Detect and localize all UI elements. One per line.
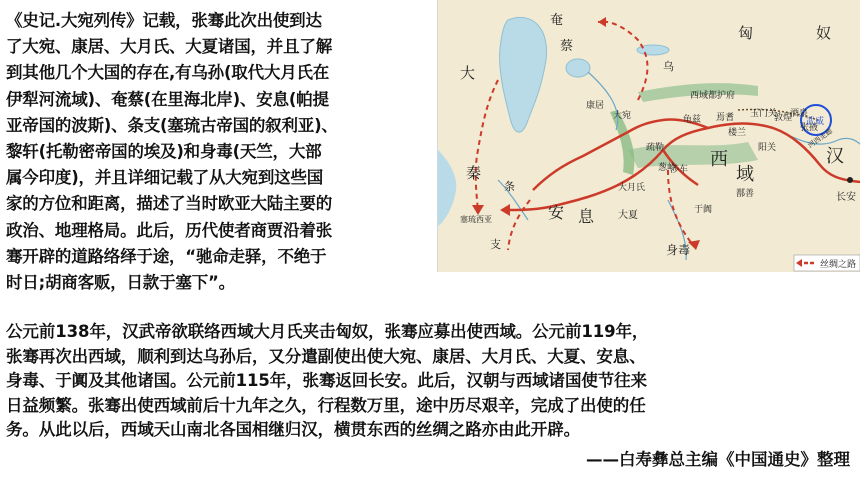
label-yumen: 玉门关 (750, 108, 778, 118)
intro-line: 时日;胡商客贩，日款于塞下”。 (6, 273, 235, 293)
legend-label: 丝绸之路 (820, 259, 857, 269)
label-yanqi: 焉耆 (716, 112, 735, 122)
label-shule: 疏勒 (646, 142, 665, 152)
body-line: 身毒、于阗及其他诸国。公元前115年，张骞返回长安。此后，汉朝与西域诸国使节往来 (6, 371, 647, 390)
label-xiongnu-1: 匈 (738, 25, 754, 42)
label-shendu: 身毒 (666, 243, 691, 257)
label-shanshan: 鄯善 (736, 188, 755, 198)
body-line: 日益频繁。张骞出使西域前后十九年之久，行程数万里，途中历尽艰辛，完成了出使的任 (6, 395, 646, 415)
label-yutian: 于阗 (694, 204, 713, 214)
label-congling: 葱岭 (658, 162, 677, 172)
label-da: 大 (460, 65, 476, 82)
label-kangju: 康居 (586, 100, 605, 110)
label-yangguan: 阳关 (758, 142, 777, 152)
label-shache: 莎车 (670, 164, 689, 174)
label-anxi-1: 安 (548, 205, 565, 222)
aral-sea (566, 59, 590, 77)
intro-line: 骞开辟的道路络绎于途，“驰命走驿，不绝于 (6, 246, 327, 266)
label-dayuan: 大宛 (613, 110, 632, 120)
label-xiyu-duhu: 西域都护府 (690, 90, 736, 100)
intro-line: 属今印度)，并且详细记载了从大宛到这些国 (6, 168, 324, 188)
label-xiongnu-2: 奴 (816, 25, 832, 42)
label-dunhuang: 敦煌 (774, 112, 793, 122)
label-tiao: 条 (504, 181, 515, 193)
map-legend (794, 255, 860, 271)
intro-line: 《史记.大宛列传》记载，张骞此次出使到达 (6, 11, 322, 30)
intro-line: 了大宛、康居、大月氏、大夏诸国，并且了解 (6, 37, 333, 57)
label-wusun: 乌 (663, 61, 674, 73)
label-changan: 长安 (836, 192, 856, 203)
label-sailuxiya: 塞琉西亚 (460, 215, 492, 224)
label-xi: 西 (710, 149, 728, 169)
body-line: 务。从此以后，西域天山南北各国相继归汉，横贯东西的丝绸之路亦由此开辟。 (6, 420, 581, 439)
intro-line: 政治、地理格局。此后，历代使者商贾沿着张 (6, 220, 333, 240)
source-citation: ——白寿彝总主编《中国通史》整理 (586, 450, 850, 469)
body-paragraph (6, 320, 856, 443)
intro-line: 伊犁河流域)、奄蔡(在里海北岸)、安息(帕提 (6, 89, 329, 109)
label-daxia: 大夏 (618, 210, 638, 221)
label-cai: 蔡 (560, 38, 574, 53)
intro-paragraph (6, 8, 432, 296)
label-zhi: 支 (490, 239, 501, 251)
label-zhangye: 张掖 (800, 122, 819, 132)
intro-line: 到其他几个大国的存在,有乌孙(取代大月氏在 (6, 63, 330, 83)
label-loulan: 楼兰 (728, 127, 747, 137)
label-dayuezhi: 大月氏 (618, 182, 646, 192)
silk-road-map (437, 0, 860, 272)
label-yancai: 奄 (550, 12, 564, 27)
intro-line: 亚帝国的波斯)、条支(塞琉古帝国的叙利亚)、 (6, 115, 338, 135)
label-qiuci: 龟兹 (683, 114, 702, 124)
label-wuwei: 武威 (806, 116, 825, 126)
label-yu: 域 (736, 164, 754, 184)
label-jiuquan: 酒泉 (790, 108, 809, 118)
label-han: 汉 (826, 146, 844, 166)
label-hexi: 河西走廊 (807, 127, 835, 150)
intro-line: 家的方位和距离，描述了当时欧亚大陆主要的 (6, 194, 333, 214)
intro-line: 黎轩(托勒密帝国的埃及)和身毒(天竺，大部 (6, 142, 322, 162)
changan-dot (847, 177, 853, 183)
body-line: 公元前138年，汉武帝欲联络西域大月氏夹击匈奴，张骞应募出使西域。公元前119年， (6, 322, 649, 341)
body-line: 张骞再次出西域，顺利到达乌孙后，又分遣副使出使大宛、康居、大月氏、大夏、安息、 (6, 346, 646, 366)
label-anxi-2: 息 (578, 209, 595, 226)
label-qin: 秦 (466, 165, 482, 182)
